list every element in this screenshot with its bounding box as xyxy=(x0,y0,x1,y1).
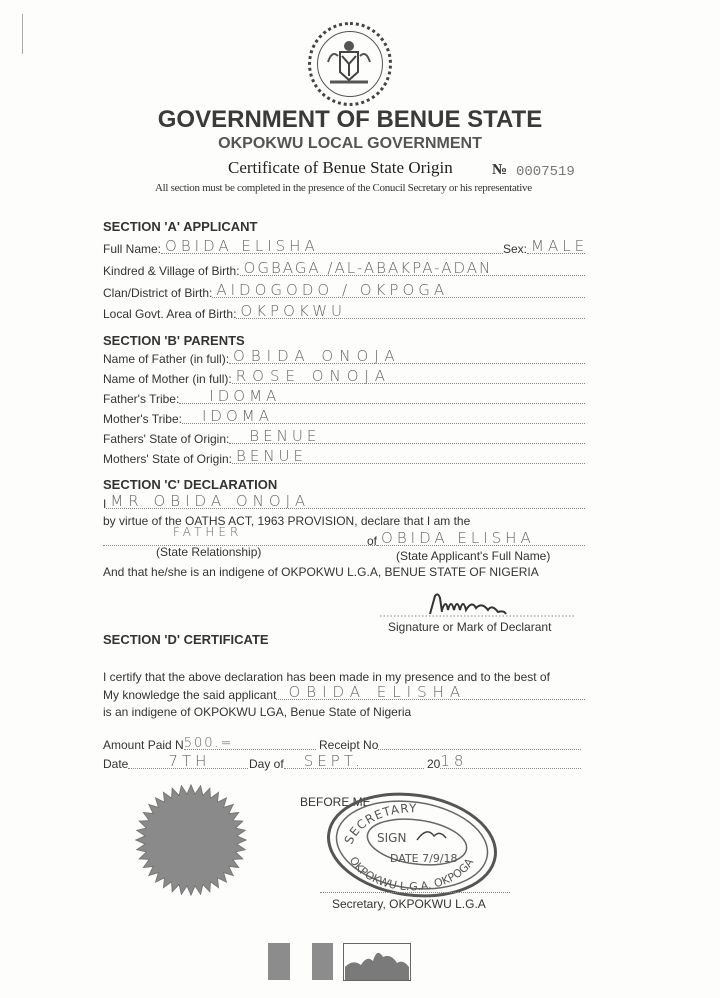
section-c-heading: SECTION 'C' DECLARATION xyxy=(103,477,278,492)
mother-tribe-value: IDOMA xyxy=(201,407,273,425)
father-tribe-value: IDOMA xyxy=(209,387,281,405)
knowledge-label: My knowledge the said applicant xyxy=(103,688,277,702)
clan-label: Clan/District of Birth: xyxy=(103,286,213,300)
mother-tribe-label: Mother's Tribe: xyxy=(103,412,182,426)
government-title: GOVERNMENT OF BENUE STATE xyxy=(157,106,543,133)
signature-caption: Signature or Mark of Declarant xyxy=(388,620,552,634)
number-label: № xyxy=(492,162,508,178)
of-label: of xyxy=(367,534,378,548)
receipt-field[interactable] xyxy=(319,736,581,752)
lga-field xyxy=(103,302,585,321)
security-mark-1 xyxy=(268,943,290,980)
amount-field xyxy=(103,736,316,752)
relationship-value: FATHER xyxy=(173,525,243,539)
amount-value: 500.= xyxy=(183,736,234,751)
oath-text: by virtue of the OATHS ACT, 1963 PROVISION, declare that I am the xyxy=(103,514,471,528)
sex-value: MALE xyxy=(531,237,589,255)
kindred-field xyxy=(103,259,585,278)
father-tribe-field xyxy=(103,387,585,406)
indigene-declaration: And that he/she is an indigene of OKPOKWU L.G.A, BENUE STATE OF NIGERIA xyxy=(103,565,539,579)
mother-name-value: ROSE ONOJA xyxy=(235,367,391,385)
security-mark-landscape xyxy=(343,943,411,981)
applicant-field xyxy=(367,529,585,548)
full-name-value: OBIDA ELISHA xyxy=(165,237,319,255)
father-state-label: Fathers' State of Origin: xyxy=(103,432,230,446)
father-state-field xyxy=(103,427,585,446)
certify-text: I certify that the above declaration has been made in my presence and to the best of xyxy=(103,670,550,684)
mother-tribe-field xyxy=(103,407,585,426)
month-field xyxy=(249,752,424,771)
date-label: Date xyxy=(103,757,129,771)
amount-label: Amount Paid N xyxy=(103,738,184,752)
lga-label: Local Govt. Area of Birth: xyxy=(103,307,237,321)
certificate-title: Certificate of Benue State Origin xyxy=(228,158,453,177)
day-value: 7TH xyxy=(168,752,211,770)
certified-applicant-value: OBIDA ELISHA xyxy=(288,683,467,701)
instruction-note: All section must be completed in the presence of the Conucil Secretary or his representative xyxy=(155,182,532,194)
year-prefix: 20 xyxy=(427,757,441,771)
mother-state-value: BENUE xyxy=(236,447,307,465)
applicant-value: OBIDA ELISHA xyxy=(381,529,535,547)
embossed-seal xyxy=(135,784,247,896)
kindred-label: Kindred & Village of Birth: xyxy=(103,264,240,278)
month-value: SEPT. xyxy=(303,752,364,770)
sex-field xyxy=(503,237,589,256)
clan-value: AIDOGODO / OKPOGA xyxy=(216,281,449,299)
full-name-label: Full Name: xyxy=(103,242,162,256)
section-b-heading: SECTION 'B' PARENTS xyxy=(103,333,245,348)
security-mark-2 xyxy=(312,943,333,980)
mother-state-label: Mothers' State of Origin: xyxy=(103,452,233,466)
secretary-signature-line xyxy=(320,892,510,893)
declarant-signature xyxy=(380,588,580,622)
year-value: 18 xyxy=(440,752,468,770)
relationship-caption: (State Relationship) xyxy=(156,545,262,559)
mother-name-label: Name of Mother (in full): xyxy=(103,372,232,386)
stamp-top-text: SECRETARY xyxy=(341,801,418,847)
year-field xyxy=(427,752,581,771)
day-of-label: Day of xyxy=(249,757,284,771)
section-d-heading: SECTION 'D' CERTIFICATE xyxy=(103,632,269,647)
father-tribe-label: Father's Tribe: xyxy=(103,392,180,406)
declarant-value: MR OBIDA ONOJA xyxy=(110,492,311,510)
kindred-value: OGBAGA /AL-ABAKPA-ADAN xyxy=(243,259,493,277)
certificate-number: 0007519 xyxy=(516,164,575,180)
mother-name-field xyxy=(103,367,585,386)
receipt-label: Receipt No xyxy=(319,738,379,752)
certified-indigene-text: is an indigene of OKPOKWU LGA, Benue State of Nigeria xyxy=(103,705,412,719)
lga-subtitle: OKPOKWU LOCAL GOVERNMENT xyxy=(218,135,482,152)
applicant-caption: (State Applicant's Full Name) xyxy=(396,549,551,563)
father-name-label: Name of Father (in full): xyxy=(103,352,230,366)
clan-field xyxy=(103,281,585,300)
stamp-sign-text: SIGN xyxy=(377,831,407,845)
stamp-bottom-text: OKPOKWU L.G.A. OKPOGA xyxy=(346,854,477,894)
before-me-label: BEFORE ME xyxy=(300,795,371,809)
mother-state-field xyxy=(103,447,585,466)
declarant-field xyxy=(103,492,585,511)
coat-of-arms-crest xyxy=(308,22,392,106)
secretary-label: Secretary, OKPOKWU L.G.A xyxy=(332,897,486,911)
stamp-date-text: DATE 7/9/18 xyxy=(390,852,458,865)
full-name-field xyxy=(103,237,503,256)
father-state-value: BENUE xyxy=(249,427,321,445)
secretary-stamp xyxy=(322,790,502,905)
father-name-value: OBIDA ONOJA xyxy=(233,347,401,365)
sex-label: Sex: xyxy=(503,242,528,256)
i-label: I xyxy=(103,497,107,511)
margin-mark xyxy=(22,14,23,54)
lga-value: OKPOKWU xyxy=(240,302,347,320)
day-field xyxy=(103,752,248,771)
knowledge-field xyxy=(103,683,585,702)
father-name-field xyxy=(103,347,585,366)
section-a-heading: SECTION 'A' APPLICANT xyxy=(103,219,258,234)
